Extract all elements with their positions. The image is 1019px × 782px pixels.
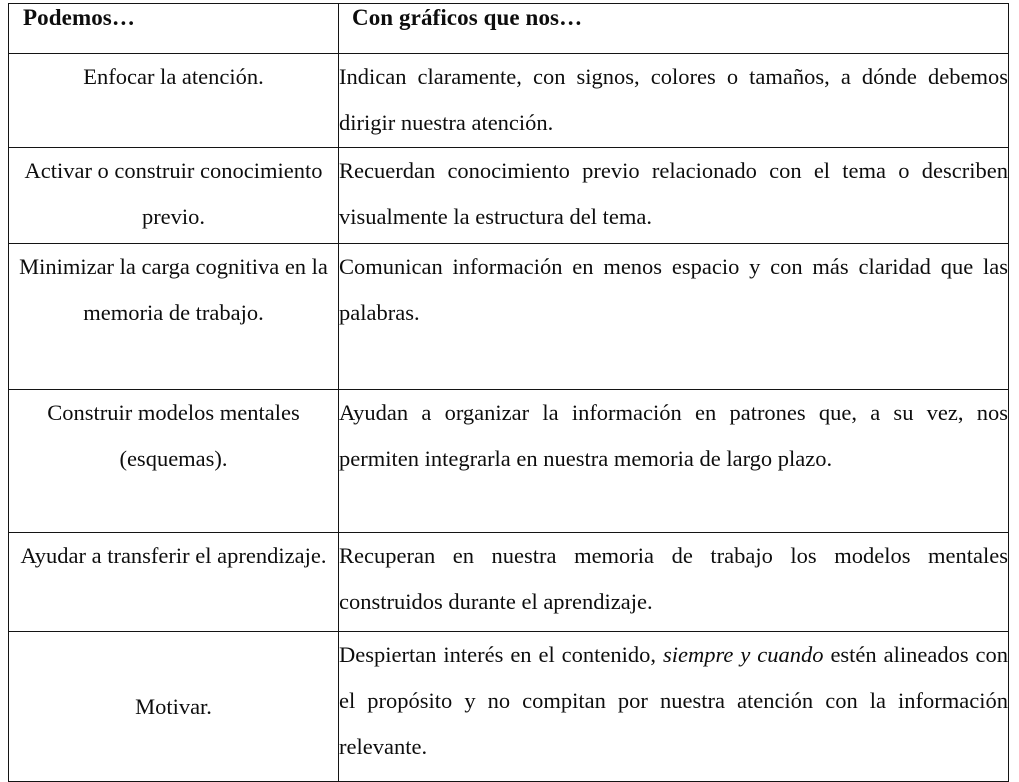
cell-graficos-text-prefix: Ayudan a organizar la información en patrones que, a su vez, nos permiten integrarla en nuestra memoria de largo plazo. [339,400,1008,471]
table-row [9,54,1009,148]
cell-podemos [9,54,339,148]
cell-graficos [339,244,1009,390]
table-row [9,533,1009,632]
cell-graficos-text [339,244,1008,336]
table-body [9,54,1009,782]
cell-graficos-text [339,390,1008,482]
cell-graficos-text [339,632,1008,770]
cell-graficos [339,148,1009,244]
cell-podemos-text: Construir modelos mentales (esquemas). [47,400,300,471]
column-header-podemos-label: Podemos… [23,5,135,30]
cell-graficos [339,54,1009,148]
cell-podemos-text: Minimizar la carga cognitiva en la memoria de trabajo. [19,254,328,325]
cell-podemos [9,148,339,244]
table-row [9,390,1009,533]
column-header-graficos-label: Con gráficos que nos… [352,5,583,30]
cell-graficos-text-prefix: Indican claramente, con signos, colores o tamaños, a dónde debemos dirigir nuestra atención. [339,64,1008,135]
cell-graficos [339,390,1009,533]
cell-graficos-text-prefix: Recuerdan conocimiento previo relacionado con el tema o describen visualmente la estructura del tema. [339,158,1008,229]
cell-podemos [9,244,339,390]
cell-graficos-text-prefix: Comunican información en menos espacio y con más claridad que las palabras. [339,254,1008,325]
cell-graficos [339,632,1009,782]
cell-podemos-text: Motivar. [135,693,212,719]
cell-graficos-text-suffix: estén alineados con el propósito y no compitan por nuestra atención con la información relevante. [339,642,1009,759]
cell-graficos-text [339,533,1008,625]
column-header-podemos [9,4,339,54]
cell-podemos-text: Activar o construir conocimiento previo. [24,158,323,229]
cell-podemos [9,390,339,533]
cell-graficos-text-emphasis: siempre y cuando [662,642,824,667]
table-header [9,4,1009,54]
cell-graficos-text-prefix: Recuperan en nuestra memoria de trabajo los modelos mentales construidos durante el aprendizaje. [339,543,1008,614]
table-row [9,244,1009,390]
table-row [9,148,1009,244]
cell-graficos-text [339,54,1008,146]
column-header-graficos [339,4,1009,54]
cell-podemos-text: Ayudar a transferir el aprendizaje. [20,543,327,568]
cell-graficos [339,533,1009,632]
benefits-table [8,3,1009,782]
table-row [9,632,1009,782]
cell-podemos [9,632,339,782]
table-header-row [9,4,1009,54]
cell-podemos-text: Enfocar la atención. [83,64,264,89]
cell-graficos-text [339,148,1008,240]
cell-graficos-text-prefix: Despiertan interés en el contenido, [339,642,663,667]
cell-podemos [9,533,339,632]
